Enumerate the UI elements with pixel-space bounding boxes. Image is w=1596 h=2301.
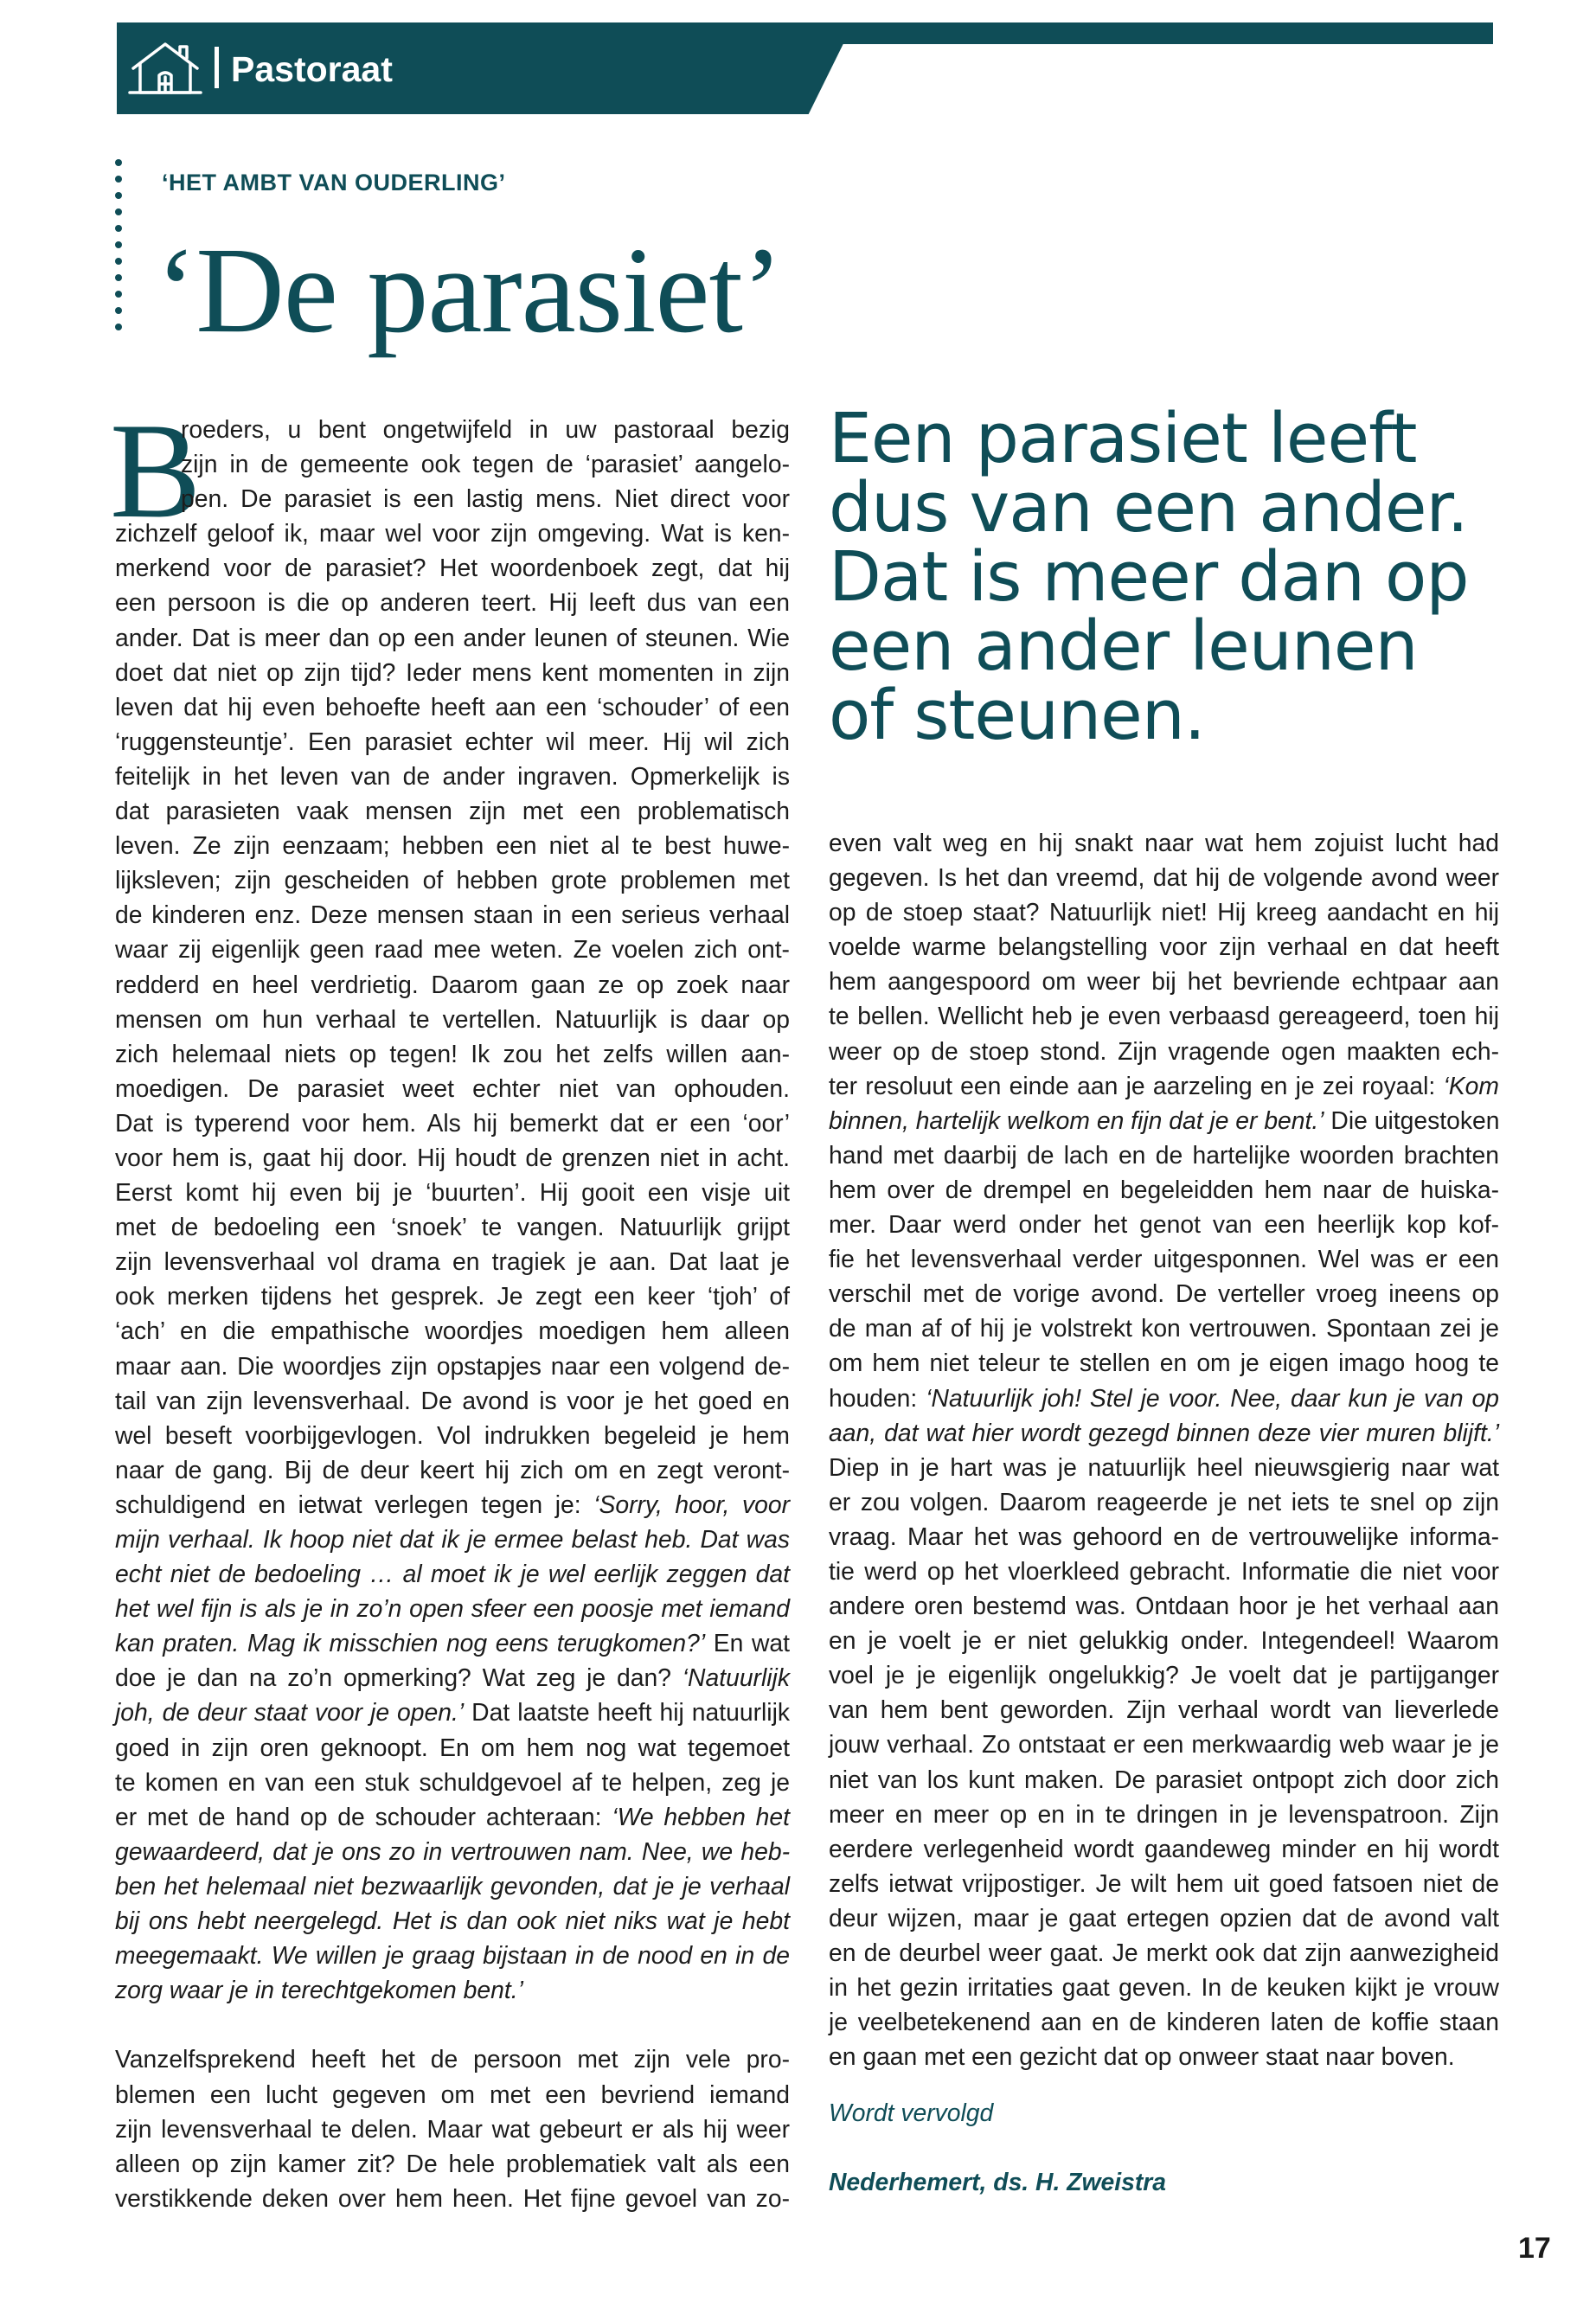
text-line: waar zij eigenlijk geen raad mee weten. Ze voelen zich ont- bbox=[115, 935, 790, 964]
text-line: en de deurbel weer gaat. Je merkt ook dat zijn aanwezigheid bbox=[829, 1939, 1499, 1966]
text-line: hem aangespoord om weer bij het bevriende echtpaar aan bbox=[829, 967, 1499, 996]
text-line: in het gezin irritaties gaat geven. In de keuken kijkt je vrouw bbox=[829, 1973, 1499, 2002]
dotted-rule bbox=[115, 159, 124, 332]
text-line: Dat is typerend voor hem. Als hij bemerkt dat er een ‘oor’ bbox=[115, 1108, 790, 1137]
section-title-text: Pastoraat bbox=[231, 49, 393, 89]
text-line bbox=[829, 1415, 1499, 1450]
text-line: Eerst komt hij even bij je ‘buurten’. Hij gooit een visje uit bbox=[115, 1178, 790, 1207]
text-line: ‘ruggensteuntje’. Een parasiet echter wil meer. Hij wil zich bbox=[115, 727, 790, 755]
text-line bbox=[115, 1868, 790, 1903]
text-line: voor hem is, gaat hij door. Hij houdt de grenzen niet in acht. bbox=[115, 1143, 790, 1171]
text-line: te komen en van een stuk schuldgevoel af te helpen, zeg je bbox=[115, 1767, 790, 1796]
text-line: leven dat hij even behoefte heeft aan een ‘schouder’ of een bbox=[115, 692, 790, 721]
text-line: en gaan met een gezicht dat op onweer staat naar boven. bbox=[829, 2042, 1455, 2071]
text-line: tie werd op het vloerkleed gebracht. Informatie die niet voor bbox=[829, 1556, 1499, 1585]
text-line: alleen op zijn kamer zit? De hele problematiek valt als een bbox=[115, 2149, 790, 2177]
pull-quote bbox=[829, 399, 1512, 755]
text-line: meer en meer op en in te dringen in je levenspatroon. Zijn bbox=[829, 1799, 1499, 1828]
section-title bbox=[215, 43, 393, 95]
quote-run: mijn verhaal. Ik hoop niet dat ik je ermee belast heb. Dat was bbox=[115, 1525, 790, 1553]
text-line bbox=[115, 1938, 790, 1972]
header-divider bbox=[215, 47, 219, 88]
continued-note: Wordt vervolgd bbox=[829, 2099, 994, 2126]
text-line: pen. De parasiet is een lastig mens. Niet direct voor bbox=[181, 484, 790, 513]
quote-run: binnen, hartelijk welkom en fijn dat je er bent.’ bbox=[829, 1106, 1324, 1134]
text-run: ter resoluut een einde aan je aarzeling en je zei royaal: bbox=[829, 1071, 1436, 1099]
text-line bbox=[829, 1068, 1499, 1103]
text-line bbox=[115, 1660, 790, 1695]
text-run: houden: bbox=[829, 1383, 918, 1412]
text-line bbox=[115, 1972, 790, 2007]
text-line: verschil met de vorige avond. De verteller vroeg ineens op bbox=[829, 1279, 1499, 1308]
author-signature: Nederhemert, ds. H. Zweistra bbox=[829, 2168, 1166, 2195]
text-line: andere oren bestemd was. Ontdaan hoor je het verhaal aan bbox=[829, 1592, 1499, 1620]
quote-run: ben het helemaal niet bezwaarlijk gevonden, dat je je verhaal bbox=[115, 1871, 790, 1900]
text-line: deur wijzen, maar je gaat ertegen opzien dat de avond valt bbox=[829, 1903, 1499, 1932]
text-line: ook merken tijdens het gesprek. Je zegt een keer ‘tjoh’ of bbox=[115, 1282, 790, 1311]
text-line bbox=[115, 1903, 790, 1938]
text-line: voelde warme belangstelling voor zijn verhaal en dat heeft bbox=[829, 933, 1499, 961]
quote-run: joh, de deur staat voor je open.’ bbox=[115, 1698, 465, 1727]
text-line: jouw verhaal. Zo ontstaat er een merkwaardig web waar je je bbox=[829, 1730, 1499, 1759]
text-line: zichzelf geloof ik, maar wel voor zijn omgeving. Wat is ken- bbox=[115, 519, 790, 548]
text-line: eerdere verlegenheid wordt gaandeweg minder en hij wordt bbox=[829, 1834, 1499, 1862]
quote-run: ‘Sorry, hoor, voor bbox=[593, 1490, 790, 1518]
quote-run: zorg waar je in terechtgekomen bent.’ bbox=[115, 1976, 523, 2004]
text-run: En wat bbox=[713, 1629, 790, 1657]
text-line: fie het levensverhaal verder uitgesponnen. Wel was er een bbox=[829, 1245, 1499, 1273]
text-line: niet van los kunt maken. De parasiet ontpopt zich door zich bbox=[829, 1765, 1499, 1793]
text-run: er met de hand op de schouder achteraan: bbox=[115, 1802, 602, 1830]
text-line: verstikkende deken over hem heen. Het fijne gevoel van zo- bbox=[115, 2183, 790, 2212]
text-line bbox=[829, 1103, 1499, 1138]
text-line bbox=[115, 1487, 790, 1522]
text-line bbox=[115, 1695, 790, 1729]
text-line bbox=[115, 1522, 790, 1556]
text-line: ander. Dat is meer dan op een ander leunen of steunen. Wie bbox=[115, 623, 790, 651]
text-line: ‘ach’ en die empathische woordjes moedigen hem alleen bbox=[115, 1317, 790, 1345]
text-line: lijksleven; zijn gescheiden of hebben grote problemen met bbox=[115, 866, 790, 894]
text-line: doet dat niet op zijn tijd? Ieder mens kent momenten in zijn bbox=[115, 657, 790, 686]
text-line: zich helemaal niets op tegen! Ik zou het zelfs willen aan- bbox=[115, 1039, 790, 1067]
text-line bbox=[115, 1799, 790, 1834]
text-line: Vanzelfsprekend heeft het de persoon met zijn vele pro- bbox=[115, 2045, 790, 2073]
text-line: vraag. Maar het was gehoord en de vertrouwelijke informa- bbox=[829, 1522, 1499, 1550]
text-line: er zou volgen. Daarom reageerde je net iets te snel op zijn bbox=[829, 1487, 1499, 1516]
drop-cap: B bbox=[110, 395, 202, 547]
text-line: leven. Ze zijn eenzaam; hebben een niet al te best huwe- bbox=[115, 831, 790, 860]
article-kicker: ‘HET AMBT VAN OUDERLING’ bbox=[162, 170, 506, 195]
text-line: de kinderen enz. Deze mensen staan in een serieus verhaal bbox=[115, 901, 790, 929]
text-line: zijn levensverhaal vol drama en tragiek je aan. Dat laat je bbox=[115, 1247, 790, 1276]
text-line: redderd en heel verdrietig. Daarom gaan ze op zoek naar bbox=[115, 970, 790, 998]
text-line bbox=[115, 1591, 790, 1625]
article-title: ‘De parasiet’ bbox=[156, 221, 783, 358]
text-line: tail van zijn levensverhaal. De avond is voor je het goed en bbox=[115, 1386, 790, 1414]
quote-run: gewaardeerd, dat je ons zo in vertrouwen nam. Nee, we heb- bbox=[115, 1836, 790, 1865]
text-line: feitelijk in het leven van de ander ingraven. Opmerkelijk is bbox=[115, 761, 790, 790]
text-line: de man af of hij je volstrekt kon vertrouwen. Spontaan zei je bbox=[829, 1314, 1499, 1343]
text-line: merkend voor de parasiet? Het woordenboek zegt, dat hij bbox=[115, 554, 790, 582]
text-line: je veelbetekenend aan en de kinderen laten de koffie staan bbox=[829, 2008, 1499, 2036]
quote-run: aan, dat wat hier wordt gezegd binnen deze vier muren blijft.’ bbox=[829, 1418, 1499, 1446]
text-line: roeders, u bent ongetwijfeld in uw pastoraal bezig bbox=[181, 415, 790, 443]
text-line: van hem bent geworden. Zijn verhaal wordt van lieverlede bbox=[829, 1695, 1499, 1724]
text-line: goed in zijn oren geknoopt. En om hem nog wat tegemoet bbox=[115, 1733, 790, 1761]
text-line: maar aan. Die woordjes zijn opstapjes naar een volgend de- bbox=[115, 1351, 790, 1380]
text-line: hem over de drempel en begeleidden hem naar de huiska- bbox=[829, 1175, 1499, 1203]
text-line: zijn in de gemeente ook tegen de ‘parasiet’ aangelo- bbox=[181, 450, 790, 478]
quote-run: kan praten. Mag ik misschien nog eens terugkomen?’ bbox=[115, 1629, 706, 1657]
text-line: voel je je eigenlijk ongelukkig? Je voelt dat je partijganger bbox=[829, 1661, 1499, 1689]
text-line: hand met daarbij de lach en de hartelijke woorden brachten bbox=[829, 1140, 1499, 1169]
quote-run: echt niet de bedoeling … al moet ik je wel eerlijk zeggen dat bbox=[115, 1560, 790, 1588]
quote-run: meegemaakt. We willen je graag bijstaan in de nood en in de bbox=[115, 1941, 790, 1970]
pull-quote-line: of steunen. bbox=[829, 676, 1205, 755]
pull-quote-line: Een parasiet leeft bbox=[829, 399, 1417, 478]
text-run: Dat laatste heeft hij natuurlijk bbox=[471, 1698, 791, 1727]
text-run: schuldigend en ietwat verlegen tegen je: bbox=[115, 1490, 581, 1518]
text-line: te bellen. Wellicht heb je even verbaasd gereageerd, toen hij bbox=[829, 1002, 1499, 1030]
text-line: naar de gang. Bij de deur keert hij zich om en zegt veront- bbox=[115, 1455, 790, 1484]
text-run: doe je dan na zo’n opmerking? Wat zeg je dan? bbox=[115, 1663, 671, 1692]
quote-run: het wel fijn is als je in zo’n open sfeer een poosje met iemand bbox=[115, 1594, 790, 1623]
text-line bbox=[829, 1381, 1499, 1415]
text-line bbox=[115, 1625, 790, 1660]
text-run: Die uitgestoken bbox=[1330, 1106, 1500, 1134]
text-line: en je voelt je er niet gelukkig onder. Integendeel! Waarom bbox=[829, 1626, 1499, 1655]
text-line: Diep in je hart was je natuurlijk heel nieuwsgierig naar wat bbox=[829, 1452, 1499, 1481]
paragraph-gap bbox=[115, 2007, 790, 2041]
quote-run: ‘Natuurlijk joh! Stel je voor. Nee, daar kun je van op bbox=[926, 1383, 1499, 1412]
pull-quote-line: Dat is meer dan op bbox=[829, 537, 1469, 617]
page-number: 17 bbox=[1518, 2232, 1551, 2265]
quote-run: ‘Kom bbox=[1443, 1071, 1499, 1099]
quote-run: ‘We hebben het bbox=[612, 1802, 790, 1830]
text-line: zelfs ietwat vrijpostiger. Je wilt hem uit goed fatsoen niet de bbox=[829, 1868, 1499, 1897]
quote-run: bij ons hebt neergelegd. Het is dan ook niet niks wat je hebt bbox=[115, 1907, 790, 1935]
pull-quote-line: dus van een ander. bbox=[829, 468, 1468, 548]
church-house-icon bbox=[128, 37, 202, 99]
text-line: moedigen. De parasiet weet echter niet van ophouden. bbox=[115, 1074, 790, 1102]
text-line: een persoon is die op anderen teert. Hij leeft dus van een bbox=[115, 588, 790, 617]
article-left-column bbox=[115, 412, 790, 2215]
text-line: mer. Daar werd onder het genot van een heerlijk kop kof- bbox=[829, 1210, 1499, 1239]
text-line: gegeven. Is het dan vreemd, dat hij de volgende avond weer bbox=[829, 863, 1499, 892]
article-right-column bbox=[829, 825, 1499, 2073]
text-line: even valt weg en hij snakt naar wat hem zojuist lucht had bbox=[829, 829, 1499, 856]
text-line: op de stoep staat? Natuurlijk niet! Hij kreeg aandacht en hij bbox=[829, 898, 1499, 926]
text-line: weer op de stoep stond. Zijn vragende ogen maakten ech- bbox=[829, 1036, 1499, 1065]
text-line: mensen om hun verhaal te vertellen. Natuurlijk is daar op bbox=[115, 1004, 790, 1033]
text-line: zijn levensverhaal te delen. Maar wat gebeurt er als hij weer bbox=[115, 2114, 790, 2143]
text-line bbox=[115, 1834, 790, 1868]
quote-run: ‘Natuurlijk bbox=[682, 1663, 790, 1692]
text-line: blemen een lucht gegeven om met een bevriend iemand bbox=[115, 2080, 790, 2108]
text-line: om hem niet teleur te stellen en om je eigen imago hoog te bbox=[829, 1349, 1499, 1377]
text-line: met de bedoeling een ‘snoek’ te vangen. Natuurlijk grijpt bbox=[115, 1213, 790, 1241]
text-line bbox=[115, 1556, 790, 1591]
pull-quote-line: een ander leunen bbox=[829, 606, 1418, 686]
text-line: wel beseft voorbijgevlogen. Vol indrukken begeleid je hem bbox=[115, 1420, 790, 1449]
text-line: dat parasieten vaak mensen zijn met een problematisch bbox=[115, 797, 790, 825]
